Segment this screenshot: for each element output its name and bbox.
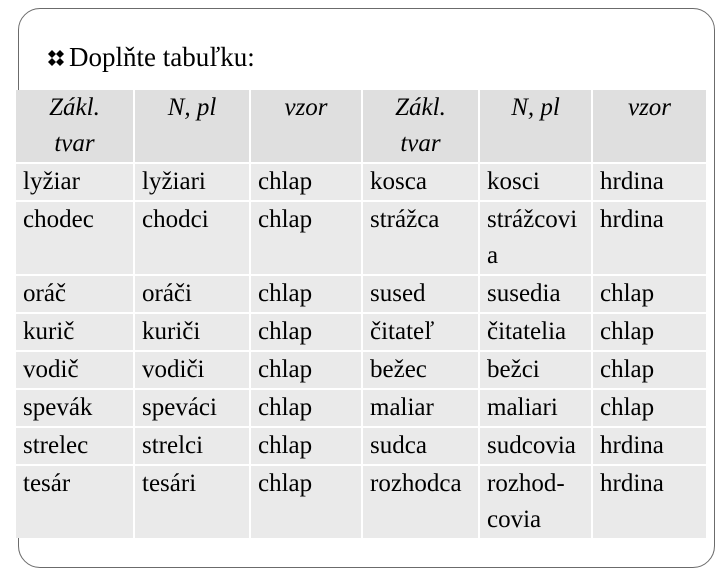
header-nominative-plural-2: N, pl bbox=[479, 90, 592, 163]
table-cell: tesári bbox=[134, 465, 250, 538]
table-cell: strážcovia bbox=[479, 201, 592, 275]
slide-title-text: Doplňte tabuľku: bbox=[69, 42, 255, 72]
table-cell: chlap bbox=[250, 201, 362, 275]
table-cell: rozhod-covia bbox=[479, 465, 592, 538]
table-header-row bbox=[16, 90, 706, 163]
table-cell: chlap bbox=[250, 275, 362, 313]
header-pattern-2: vzor bbox=[592, 90, 706, 163]
table-cell: bežci bbox=[479, 351, 592, 389]
table-cell: maliari bbox=[479, 389, 592, 427]
header-base-form: Zákl. tvar bbox=[16, 90, 134, 163]
header-base-form-2: Zákl. tvar bbox=[362, 90, 479, 163]
table-cell: tesár bbox=[16, 465, 134, 538]
table-cell: strelci bbox=[134, 427, 250, 465]
table-cell: chlap bbox=[592, 313, 706, 351]
table-cell: chodci bbox=[134, 201, 250, 275]
table-cell: čitateľ bbox=[362, 313, 479, 351]
declension-table bbox=[16, 90, 706, 538]
table-cell: susedia bbox=[479, 275, 592, 313]
table-cell: chlap bbox=[592, 351, 706, 389]
table-cell: čitatelia bbox=[479, 313, 592, 351]
table-cell: sused bbox=[362, 275, 479, 313]
table-cell: vodiči bbox=[134, 351, 250, 389]
table-cell: spevák bbox=[16, 389, 134, 427]
table-cell: speváci bbox=[134, 389, 250, 427]
table-cell: lyžiari bbox=[134, 163, 250, 201]
table-cell: vodič bbox=[16, 351, 134, 389]
table-cell: chlap bbox=[250, 389, 362, 427]
table-cell: hrdina bbox=[592, 465, 706, 538]
table-row bbox=[16, 465, 706, 538]
table-cell: chodec bbox=[16, 201, 134, 275]
table-cell: oráč bbox=[16, 275, 134, 313]
table-cell: sudcovia bbox=[479, 427, 592, 465]
table-cell: maliar bbox=[362, 389, 479, 427]
slide-title bbox=[46, 42, 255, 73]
table-row bbox=[16, 313, 706, 351]
table-cell: lyžiar bbox=[16, 163, 134, 201]
table-cell: kosci bbox=[479, 163, 592, 201]
table-cell: chlap bbox=[592, 389, 706, 427]
table-cell: oráči bbox=[134, 275, 250, 313]
table-cell: kurič bbox=[16, 313, 134, 351]
table-cell: hrdina bbox=[592, 201, 706, 275]
table-cell: kosca bbox=[362, 163, 479, 201]
table-cell: chlap bbox=[250, 427, 362, 465]
table-row bbox=[16, 275, 706, 313]
table-cell: kuriči bbox=[134, 313, 250, 351]
table-cell: chlap bbox=[250, 163, 362, 201]
table-cell: hrdina bbox=[592, 163, 706, 201]
table-cell: bežec bbox=[362, 351, 479, 389]
table-cell: chlap bbox=[250, 465, 362, 538]
table-cell: chlap bbox=[250, 351, 362, 389]
table-row bbox=[16, 389, 706, 427]
table-row bbox=[16, 163, 706, 201]
declension-table-wrapper bbox=[16, 90, 706, 540]
table-cell: chlap bbox=[250, 313, 362, 351]
header-nominative-plural: N, pl bbox=[134, 90, 250, 163]
table-row bbox=[16, 201, 706, 275]
table-cell: sudca bbox=[362, 427, 479, 465]
table-cell: strážca bbox=[362, 201, 479, 275]
table-cell: strelec bbox=[16, 427, 134, 465]
table-cell: rozhodca bbox=[362, 465, 479, 538]
diamond-checkmark-bullet-icon bbox=[46, 48, 66, 68]
header-pattern: vzor bbox=[250, 90, 362, 163]
table-cell: chlap bbox=[592, 275, 706, 313]
table-row bbox=[16, 351, 706, 389]
table-cell: hrdina bbox=[592, 427, 706, 465]
table-row bbox=[16, 427, 706, 465]
